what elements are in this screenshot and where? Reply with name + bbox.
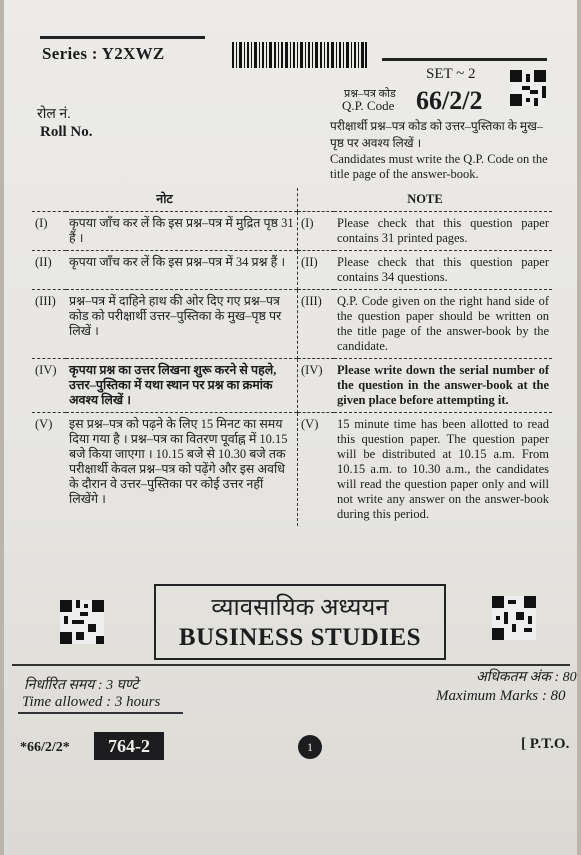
footer-divider — [12, 664, 570, 666]
candidates-instruction: Candidates must write the Q.P. Code on the title page of the answer-book. — [330, 152, 548, 181]
notes-heading-row — [32, 188, 552, 212]
note-text-hindi: कृपया जाँच कर लें कि इस प्रश्न–पत्र में मुद्रित पृष्ठ 31 हैं । — [66, 212, 298, 251]
notes-heading-hindi: नोट — [32, 188, 298, 212]
note-text: 15 minute time has been allotted to read this question paper. The question paper will be distributed at 10.15 a.m. From 10.15 a.m. to 10.30 a.m., the candidates will read the question paper only and will not write any answer on the answer-book during this period. — [337, 417, 549, 521]
note-row — [32, 251, 552, 290]
header-rule-left — [40, 36, 205, 39]
note-number-hindi: (I) — [35, 216, 48, 230]
note-row — [32, 212, 552, 251]
note-text: Please check that this question paper contains 31 printed pages. — [337, 216, 549, 245]
page-number: 1 — [298, 735, 322, 759]
roll-no-label: Roll No. — [40, 124, 93, 140]
header-rule-right — [382, 58, 547, 61]
note-number: (V) — [301, 417, 319, 431]
qp-code-label-hindi: प्रश्न–पत्र कोड — [344, 88, 396, 100]
pto-label: [ P.T.O. — [521, 736, 570, 752]
note-number: (IV) — [301, 363, 323, 377]
note-number: (I) — [301, 216, 314, 230]
maximum-marks: Maximum Marks : 80 — [436, 688, 566, 704]
roll-no-label-hindi: रोल नं. — [37, 107, 71, 122]
qr-code-icon — [510, 70, 546, 106]
note-number-hindi: (III) — [35, 294, 56, 308]
note-row — [32, 290, 552, 359]
notes-heading: NOTE — [407, 192, 443, 206]
paper-code-box: 764-2 — [94, 732, 164, 760]
candidates-instruction-hindi: परीक्षार्थी प्रश्न–पत्र कोड को उत्तर–पुस्तिका के मुख–पृष्ठ पर अवश्य लिखें । — [330, 119, 543, 150]
note-row — [32, 413, 552, 527]
note-number-hindi: (II) — [35, 255, 52, 269]
note-text: Q.P. Code given on the right hand side of the question paper should be written on the title page of the answer-book by the candidate. — [337, 294, 549, 353]
note-number-hindi: (IV) — [35, 363, 57, 377]
qp-code-value: 66/2/2 — [416, 86, 483, 115]
time-allowed-hindi: निर्धारित समय : 3 घण्टे — [24, 678, 139, 693]
time-allowed: Time allowed : 3 hours — [22, 694, 161, 710]
note-text-hindi: कृपया प्रश्न का उत्तर लिखना शुरू करने से पहले, उत्तर–पुस्तिका में यथा स्थान पर प्रश्न का क्रमांक अवश्य लिखें । — [66, 359, 298, 413]
qr-code-icon — [60, 600, 104, 644]
subject-title: BUSINESS STUDIES — [178, 624, 422, 651]
note-number: (III) — [301, 294, 322, 308]
set-label: SET ~ 2 — [426, 66, 476, 82]
qp-code-label: Q.P. Code — [342, 98, 395, 113]
time-underline — [18, 712, 183, 714]
exam-paper — [4, 0, 577, 855]
qr-code-icon — [492, 596, 536, 640]
paper-code: *66/2/2* — [20, 740, 70, 755]
series-label: Series : Y2XWZ — [42, 44, 165, 63]
subject-title-box — [154, 584, 446, 660]
barcode-icon — [232, 42, 367, 68]
note-text: Please check that this question paper contains 34 questions. — [337, 255, 549, 284]
subject-title-hindi: व्यावसायिक अध्ययन — [211, 595, 389, 621]
note-text-hindi: कृपया जाँच कर लें कि इस प्रश्न–पत्र में 34 प्रश्न हैं । — [66, 251, 298, 290]
note-number-hindi: (V) — [35, 417, 53, 431]
notes-table — [32, 188, 552, 526]
note-row — [32, 359, 552, 413]
note-text-hindi: इस प्रश्न–पत्र को पढ़ने के लिए 15 मिनट का समय दिया गया है । प्रश्न–पत्र का वितरण पूर्वाह्न में 10.15 बजे किया जाएगा । 10.15 बजे से 10.30 बजे तक परीक्षार्थी केवल प्रश्न–पत्र को पढ़ेंगे और इस अवधि के दौरान वे उत्तर–पुस्तिका पर कोई उत्तर नहीं लिखेंगे । — [66, 413, 298, 527]
note-number: (II) — [301, 255, 318, 269]
maximum-marks-hindi: अधिकतम अंक : 80 — [476, 670, 577, 685]
note-text: Please write down the serial number of the question in the answer-book at the given place before attempting it. — [337, 363, 549, 407]
note-text-hindi: प्रश्न–पत्र में दाहिने हाथ की ओर दिए गए प्रश्न–पत्र कोड को परीक्षार्थी उत्तर–पुस्तिका के मुख–पृष्ठ पर लिखें । — [66, 290, 298, 359]
